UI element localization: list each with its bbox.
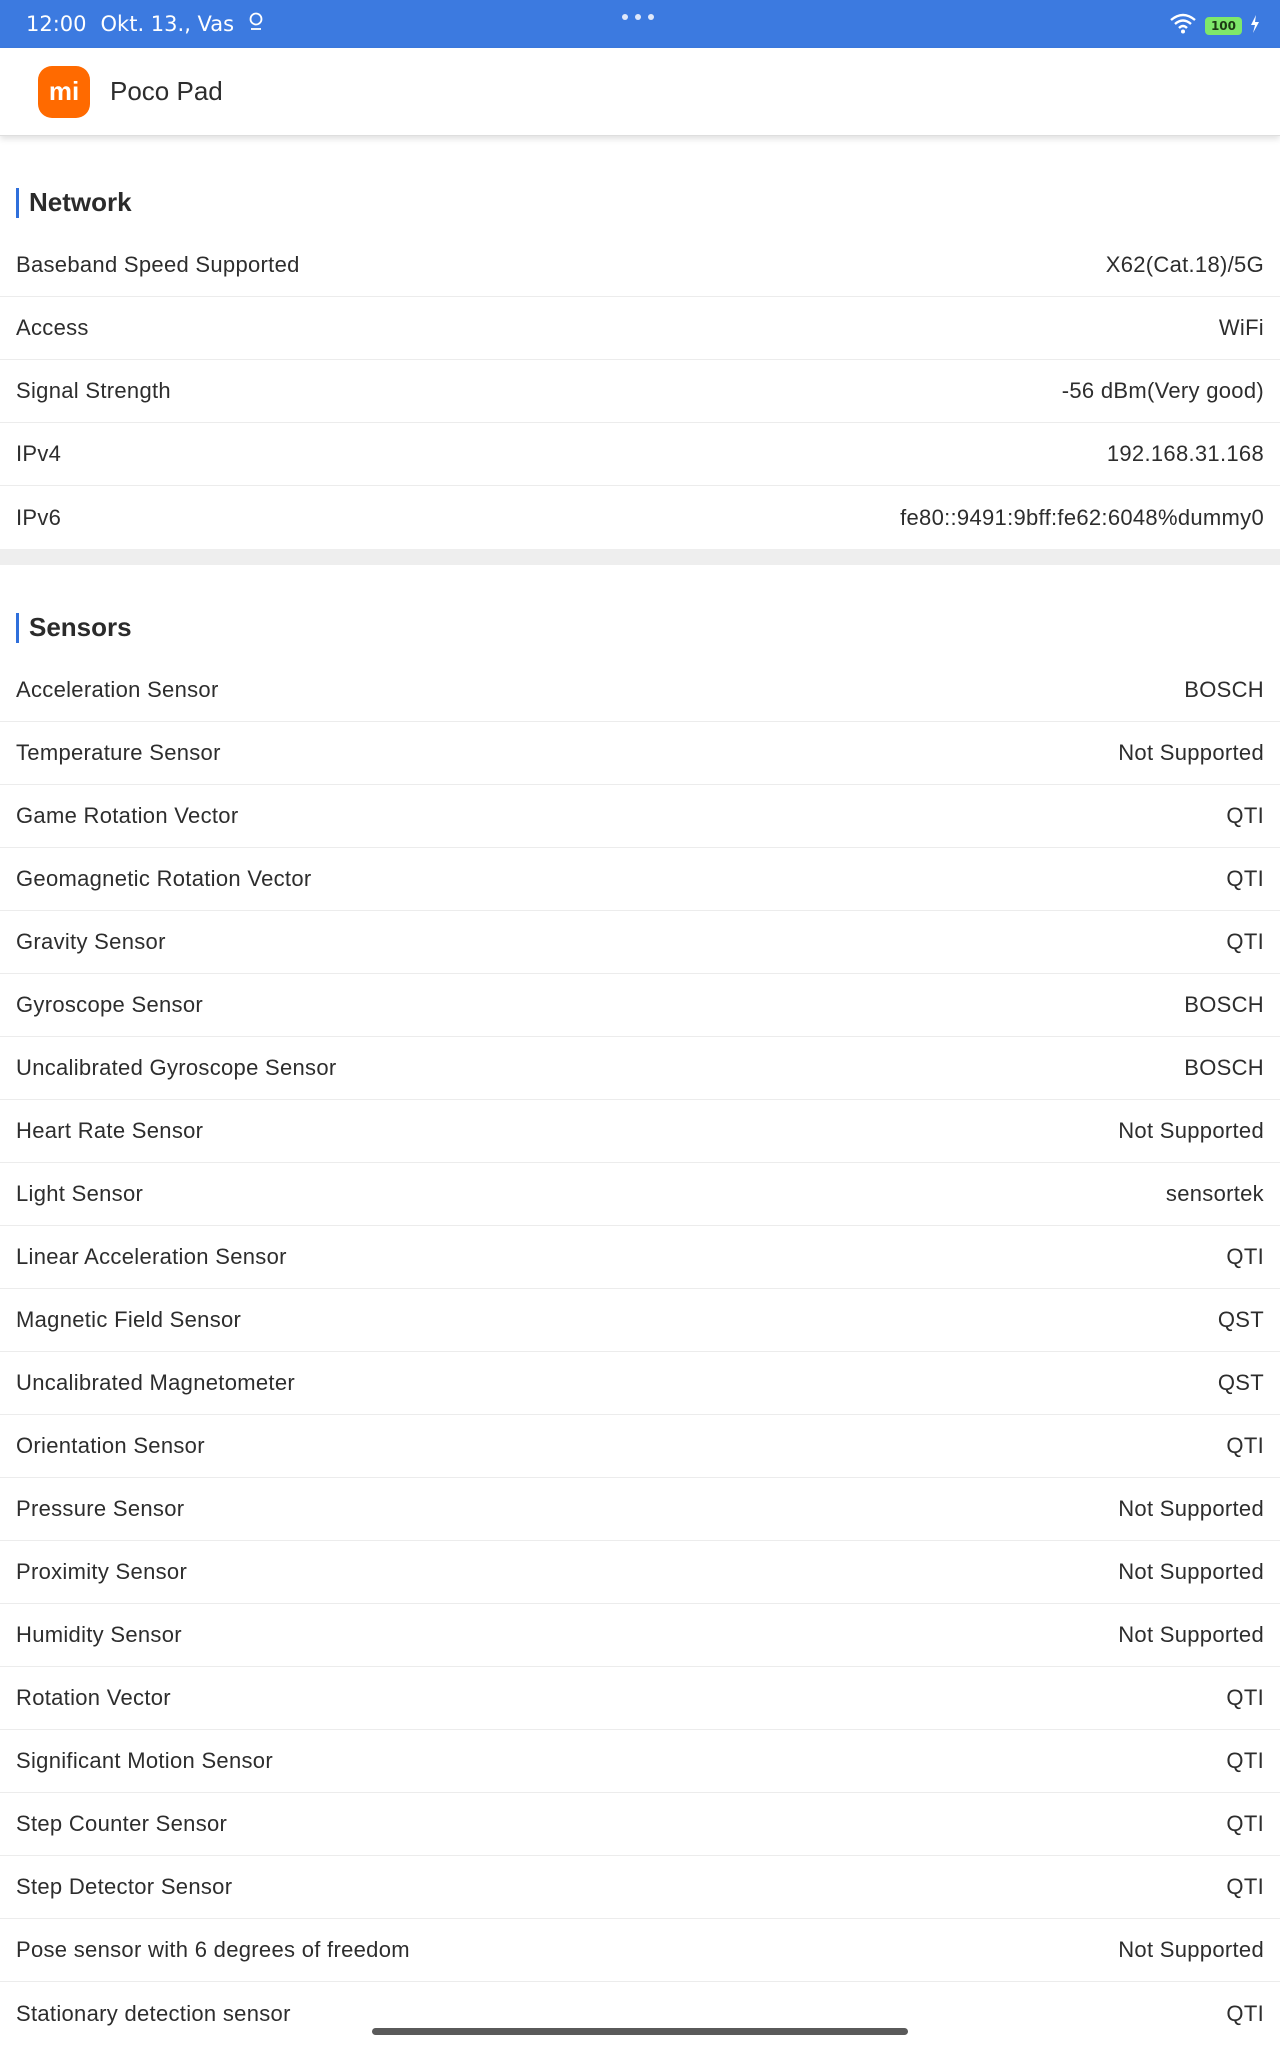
info-row (0, 486, 1280, 549)
row-label: Rotation Vector (16, 1685, 171, 1710)
row-label: Acceleration Sensor (16, 677, 219, 702)
row-value: BOSCH (1184, 1055, 1264, 1080)
sensors-section (0, 565, 1280, 2045)
status-time: 12:00 (26, 12, 87, 36)
content[interactable] (0, 140, 1280, 2045)
info-row (0, 423, 1280, 486)
info-row (0, 1541, 1280, 1604)
section-header (0, 565, 1280, 659)
section-title: Sensors (29, 612, 132, 642)
row-value: fe80::9491:9bff:fe62:6048%dummy0 (900, 504, 1264, 530)
row-value: Not Supported (1118, 1559, 1264, 1584)
row-label: Orientation Sensor (16, 1433, 205, 1458)
row-value: QTI (1226, 1244, 1264, 1269)
location-icon (248, 12, 264, 37)
row-label: Gravity Sensor (16, 929, 166, 954)
network-section (0, 140, 1280, 549)
row-label: Light Sensor (16, 1181, 144, 1206)
info-row (0, 1352, 1280, 1415)
info-row (0, 785, 1280, 848)
info-row (0, 1667, 1280, 1730)
info-row (0, 1100, 1280, 1163)
row-value: QTI (1226, 866, 1264, 891)
section-divider (0, 549, 1280, 565)
row-value: BOSCH (1184, 677, 1264, 702)
page-title: Poco Pad (110, 76, 223, 106)
row-label: Magnetic Field Sensor (16, 1307, 242, 1332)
app-logo: mi (38, 66, 90, 118)
info-row (0, 297, 1280, 360)
info-row (0, 974, 1280, 1037)
row-value: QTI (1226, 1685, 1264, 1710)
row-value: BOSCH (1184, 992, 1264, 1017)
row-label: Game Rotation Vector (16, 803, 239, 828)
row-label: Signal Strength (16, 378, 171, 403)
row-value: X62(Cat.18)/5G (1105, 252, 1264, 277)
info-row (0, 722, 1280, 785)
status-date: Okt. 13., Vas (100, 12, 235, 36)
info-row (0, 234, 1280, 297)
row-value: -56 dBm(Very good) (1061, 378, 1264, 403)
row-label: Uncalibrated Magnetometer (16, 1370, 295, 1395)
info-row (0, 1793, 1280, 1856)
row-label: Pressure Sensor (16, 1496, 185, 1521)
app-header (0, 48, 1280, 136)
row-value: QST (1217, 1307, 1264, 1332)
info-row (0, 1037, 1280, 1100)
info-row (0, 360, 1280, 423)
info-row (0, 1163, 1280, 1226)
row-value: 192.168.31.168 (1106, 441, 1264, 466)
row-value: QST (1217, 1370, 1264, 1395)
section-accent-bar (16, 613, 19, 643)
info-row (0, 1226, 1280, 1289)
row-label: Uncalibrated Gyroscope Sensor (16, 1055, 337, 1080)
row-value: Not Supported (1118, 1118, 1264, 1143)
row-label: Access (16, 315, 89, 340)
row-label: Baseband Speed Supported (16, 252, 300, 277)
row-value: Not Supported (1118, 1937, 1264, 1962)
battery-icon: 100 (1205, 17, 1242, 35)
row-label: IPv6 (16, 504, 62, 530)
status-left (26, 12, 264, 37)
row-label: Geomagnetic Rotation Vector (16, 866, 312, 891)
row-label: IPv4 (16, 441, 62, 466)
row-value: QTI (1226, 1874, 1264, 1899)
row-label: Significant Motion Sensor (16, 1748, 273, 1773)
row-value: QTI (1226, 803, 1264, 828)
info-row (0, 1604, 1280, 1667)
section-header (0, 140, 1280, 234)
section-accent-bar (16, 188, 19, 218)
row-value: QTI (1226, 1433, 1264, 1458)
row-label: Pose sensor with 6 degrees of freedom (16, 1937, 410, 1962)
row-label: Step Detector Sensor (16, 1874, 233, 1899)
info-row (0, 1289, 1280, 1352)
row-value: Not Supported (1118, 1496, 1264, 1521)
charging-icon (1250, 14, 1260, 38)
row-value: sensortek (1165, 1181, 1264, 1206)
info-row (0, 1478, 1280, 1541)
info-row (0, 1415, 1280, 1478)
row-label: Heart Rate Sensor (16, 1118, 204, 1143)
info-row (0, 1919, 1280, 1982)
row-value: QTI (1226, 2000, 1264, 2026)
info-row (0, 659, 1280, 722)
row-value: Not Supported (1118, 1622, 1264, 1647)
row-label: Step Counter Sensor (16, 1811, 228, 1836)
info-row (0, 1982, 1280, 2045)
status-right (1169, 12, 1260, 39)
row-label: Stationary detection sensor (16, 2000, 291, 2026)
status-bar (0, 0, 1280, 48)
row-value: QTI (1226, 1748, 1264, 1773)
row-value: QTI (1226, 929, 1264, 954)
row-value: Not Supported (1118, 740, 1264, 765)
info-row (0, 848, 1280, 911)
info-row (0, 911, 1280, 974)
row-value: QTI (1226, 1811, 1264, 1836)
row-label: Proximity Sensor (16, 1559, 188, 1584)
wifi-icon (1169, 12, 1197, 39)
row-value: WiFi (1218, 315, 1264, 340)
row-label: Temperature Sensor (16, 740, 221, 765)
more-dots-icon[interactable] (622, 14, 654, 20)
section-title: Network (29, 187, 132, 217)
row-label: Humidity Sensor (16, 1622, 182, 1647)
row-label: Gyroscope Sensor (16, 992, 203, 1017)
info-row (0, 1730, 1280, 1793)
home-indicator[interactable] (372, 2028, 908, 2035)
info-row (0, 1856, 1280, 1919)
row-label: Linear Acceleration Sensor (16, 1244, 287, 1269)
